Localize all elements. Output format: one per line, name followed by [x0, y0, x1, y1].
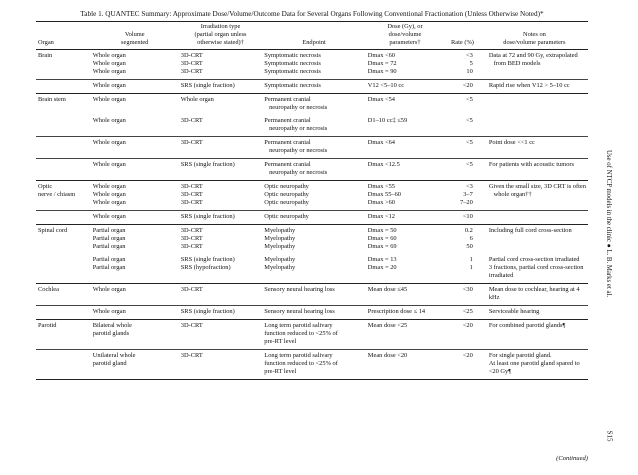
- cell-dose: [366, 320, 444, 350]
- cell-endpoint: [262, 306, 366, 320]
- cell-notes: [481, 225, 588, 255]
- header-notes: Notes on dose/volume parameters: [481, 22, 588, 50]
- cell-volume-line: parotid glands: [92, 330, 130, 337]
- table-row: [36, 211, 588, 225]
- cell-volume-line: Unilateral whole: [92, 352, 136, 359]
- cell-notes-line: For patients with acoustic tumors: [488, 161, 575, 168]
- cell-dose-line: Dmax <60: [367, 52, 396, 59]
- cell-rate-line: <20: [462, 352, 473, 359]
- cell-rate: [444, 350, 481, 380]
- cell-organ: [36, 115, 91, 137]
- cell-notes-line: irradiated: [488, 272, 514, 279]
- cell-endpoint-line: Permanent cranial: [264, 161, 311, 168]
- cell-rate-line: 7–20: [460, 199, 473, 206]
- cell-dose: [366, 306, 444, 320]
- cell-dose-line: Dmax 55–60: [367, 191, 401, 198]
- cell-volume-line: Whole organ: [92, 286, 126, 293]
- cell-dose: [366, 115, 444, 137]
- cell-notes: [481, 137, 588, 159]
- cell-irradiation: [179, 94, 263, 116]
- cell-rate-line: <3: [466, 52, 473, 59]
- cell-endpoint: [262, 320, 366, 350]
- cell-organ-line: Spinal cord: [38, 227, 68, 234]
- cell-irradiation: [179, 254, 263, 284]
- cell-endpoint-line: Long term parotid salivary: [264, 322, 333, 329]
- cell-dose: [366, 137, 444, 159]
- cell-volume-line: Partial organ: [92, 264, 126, 271]
- cell-dose-line: Dmax = 69: [367, 243, 397, 250]
- cell-irradiation-line: SRS (single fraction): [180, 161, 235, 168]
- cell-organ: [36, 306, 91, 320]
- cell-notes-line: from BED models: [488, 60, 541, 67]
- continued-label: (Continued): [556, 455, 588, 462]
- cell-volume: [91, 94, 179, 116]
- header-endpoint: Endpoint: [262, 22, 366, 50]
- cell-irradiation-line: SRS (single fraction): [180, 256, 235, 263]
- cell-rate-line: 0.2: [464, 227, 473, 234]
- cell-rate: [444, 159, 481, 181]
- cell-notes-line: At least one parotid gland spared to: [488, 360, 580, 367]
- cell-endpoint-line: Symptomatic necrosis: [264, 60, 321, 67]
- cell-dose-line: Dmax <54: [367, 96, 396, 103]
- cell-notes-line: whole organ††: [488, 191, 532, 198]
- cell-volume: [91, 225, 179, 255]
- cell-dose-line: Dmax = 50: [367, 227, 397, 234]
- cell-endpoint: [262, 254, 366, 284]
- cell-endpoint: [262, 137, 366, 159]
- cell-irradiation: [179, 115, 263, 137]
- cell-notes: [481, 94, 588, 116]
- cell-endpoint: [262, 94, 366, 116]
- cell-endpoint-line: Symptomatic necrosis: [264, 82, 321, 89]
- cell-volume-line: Whole organ: [92, 60, 126, 67]
- table-row: [36, 159, 588, 181]
- cell-endpoint-line: Myelopathy: [264, 264, 296, 271]
- header-dose: Dose (Gy), or dose/volume parameters†: [366, 22, 444, 50]
- cell-notes: [481, 50, 588, 80]
- cell-dose: [366, 284, 444, 306]
- cell-organ-line: Parotid: [38, 322, 57, 329]
- table-row: [36, 306, 588, 320]
- cell-endpoint-line: neuropathy or necrosis: [264, 147, 328, 154]
- cell-organ-line: Brain: [38, 52, 53, 59]
- cell-dose-line: Dmax = 72: [367, 60, 397, 67]
- cell-endpoint-line: Permanent cranial: [264, 117, 311, 124]
- cell-rate: [444, 225, 481, 255]
- cell-volume-line: Partial organ: [92, 256, 126, 263]
- cell-endpoint-line: function reduced to <25% of: [264, 360, 338, 367]
- cell-irradiation: [179, 137, 263, 159]
- cell-organ-line: Brain stem: [38, 96, 66, 103]
- cell-rate: [444, 80, 481, 94]
- cell-irradiation-line: 3D-CRT: [180, 117, 203, 124]
- table-row: [36, 350, 588, 380]
- cell-irradiation-line: 3D-CRT: [180, 68, 203, 75]
- table-row: [36, 80, 588, 94]
- table-row: [36, 137, 588, 159]
- cell-notes-line: Serviceable hearing: [488, 308, 540, 315]
- cell-rate-line: <30: [462, 286, 473, 293]
- cell-irradiation-line: 3D-CRT: [180, 286, 203, 293]
- cell-endpoint-line: neuropathy or necrosis: [264, 169, 328, 176]
- cell-notes: [481, 211, 588, 225]
- cell-notes: [481, 181, 588, 211]
- cell-notes: [481, 115, 588, 137]
- cell-rate: [444, 181, 481, 211]
- cell-irradiation-line: SRS (single fraction): [180, 213, 235, 220]
- cell-dose: [366, 225, 444, 255]
- cell-endpoint: [262, 115, 366, 137]
- cell-irradiation-line: 3D-CRT: [180, 243, 203, 250]
- cell-irradiation: [179, 320, 263, 350]
- cell-endpoint-line: Optic neuropathy: [264, 199, 309, 206]
- cell-rate: [444, 306, 481, 320]
- cell-notes-line: Including full cord cross-section: [488, 227, 572, 234]
- cell-volume: [91, 137, 179, 159]
- cell-volume-line: parotid gland: [92, 360, 127, 367]
- cell-dose: [366, 80, 444, 94]
- table-row: [36, 320, 588, 350]
- table-row: [36, 181, 588, 211]
- cell-volume-line: Whole organ: [92, 308, 126, 315]
- cell-irradiation-line: SRS (hypofraction): [180, 264, 231, 271]
- cell-notes: [481, 284, 588, 306]
- cell-rate: [444, 137, 481, 159]
- cell-endpoint-line: Sensory neural hearing loss: [264, 308, 335, 315]
- cell-organ: [36, 284, 91, 306]
- cell-volume-line: Whole organ: [92, 68, 126, 75]
- cell-rate: [444, 50, 481, 80]
- cell-endpoint-line: Permanent cranial: [264, 96, 311, 103]
- cell-endpoint-line: Myelopathy: [264, 243, 296, 250]
- table-caption: Table 1. QUANTEC Summary: Approximate Dose/Volume/Outcome Data for Several Organs Following Conventional Fractionation (Unless Otherwise Noted)*: [80, 10, 544, 18]
- table-header-row: [36, 22, 588, 50]
- cell-organ-line: nerve / chiasm: [38, 191, 76, 198]
- cell-volume: [91, 181, 179, 211]
- cell-irradiation: [179, 350, 263, 380]
- cell-irradiation-line: 3D-CRT: [180, 352, 203, 359]
- cell-endpoint-line: Optic neuropathy: [264, 183, 309, 190]
- cell-volume-line: Whole organ: [92, 139, 126, 146]
- cell-rate-line: <10: [462, 213, 473, 220]
- cell-irradiation: [179, 284, 263, 306]
- cell-rate-line: 1: [469, 264, 473, 271]
- cell-endpoint-line: Permanent cranial: [264, 139, 311, 146]
- page-number: S15: [605, 430, 614, 442]
- cell-dose: [366, 50, 444, 80]
- cell-volume: [91, 254, 179, 284]
- cell-volume-line: Whole organ: [92, 52, 126, 59]
- cell-volume: [91, 306, 179, 320]
- document-page: [36, 10, 588, 380]
- cell-notes-line: For combined parotid glands¶: [488, 322, 566, 329]
- cell-organ: [36, 181, 91, 211]
- cell-irradiation-line: 3D-CRT: [180, 139, 203, 146]
- cell-volume-line: Partial organ: [92, 227, 126, 234]
- quantec-table: [36, 21, 588, 380]
- cell-rate-line: <3: [466, 183, 473, 190]
- cell-dose-line: Dmax = 60: [367, 235, 397, 242]
- cell-notes-line: <20 Gy¶: [488, 368, 512, 375]
- cell-volume-line: Whole organ: [92, 117, 126, 124]
- cell-dose: [366, 181, 444, 211]
- cell-dose: [366, 211, 444, 225]
- cell-endpoint: [262, 80, 366, 94]
- cell-notes-line: 3 fractions, partial cord cross-section: [488, 264, 584, 271]
- cell-volume-line: Whole organ: [92, 82, 126, 89]
- cell-notes-line: Mean dose to cochlear, hearing at 4: [488, 286, 580, 293]
- cell-rate-line: <25: [462, 308, 473, 315]
- cell-endpoint-line: pre-RT level: [264, 338, 297, 345]
- cell-irradiation-line: Whole organ: [180, 96, 214, 103]
- cell-dose: [366, 159, 444, 181]
- cell-notes: [481, 306, 588, 320]
- cell-endpoint-line: Optic neuropathy: [264, 213, 309, 220]
- cell-notes: [481, 254, 588, 284]
- cell-dose-line: D1–10 cc‡ ≤59: [367, 117, 408, 124]
- cell-dose-line: Dmax >60: [367, 199, 396, 206]
- cell-organ: [36, 94, 91, 116]
- cell-irradiation-line: 3D-CRT: [180, 183, 203, 190]
- cell-rate: [444, 254, 481, 284]
- cell-notes-line: For single parotid gland.: [488, 352, 552, 359]
- cell-rate-line: <5: [466, 139, 473, 146]
- cell-notes: [481, 350, 588, 380]
- cell-organ: [36, 320, 91, 350]
- cell-dose-line: Dmax <12: [367, 213, 396, 220]
- cell-notes-line: Given the small size, 3D CRT is often: [488, 183, 586, 190]
- cell-rate-line: <20: [462, 82, 473, 89]
- cell-organ: [36, 211, 91, 225]
- cell-volume-line: Whole organ: [92, 199, 126, 206]
- cell-volume-line: Whole organ: [92, 161, 126, 168]
- cell-rate: [444, 115, 481, 137]
- cell-dose-line: Dmax = 90: [367, 68, 397, 75]
- cell-dose-line: V12 <5–10 cc: [367, 82, 405, 89]
- cell-endpoint-line: neuropathy or necrosis: [264, 104, 328, 111]
- cell-endpoint-line: Symptomatic necrosis: [264, 52, 321, 59]
- cell-dose-line: Mean dose <20: [367, 352, 408, 359]
- cell-endpoint-line: Optic neuropathy: [264, 191, 309, 198]
- cell-rate-line: <5: [466, 117, 473, 124]
- cell-volume-line: Whole organ: [92, 96, 126, 103]
- cell-volume: [91, 159, 179, 181]
- cell-endpoint-line: Myelopathy: [264, 235, 296, 242]
- cell-dose-line: Dmax = 13: [367, 256, 397, 263]
- cell-rate-line: 3–7: [463, 191, 473, 198]
- cell-irradiation-line: 3D-CRT: [180, 52, 203, 59]
- cell-endpoint-line: function reduced to <25% of: [264, 330, 338, 337]
- cell-irradiation-line: SRS (single fraction): [180, 82, 235, 89]
- table-row: [36, 254, 588, 284]
- cell-notes-line: Point dose <<1 cc: [488, 139, 535, 146]
- cell-volume: [91, 350, 179, 380]
- cell-volume: [91, 284, 179, 306]
- cell-notes: [481, 159, 588, 181]
- cell-organ: [36, 225, 91, 255]
- cell-rate-line: 5: [469, 60, 473, 67]
- cell-irradiation-line: SRS (single fraction): [180, 308, 235, 315]
- cell-notes: [481, 320, 588, 350]
- header-irradiation: Irradiation type (partial organ unless otherwise stated)†: [179, 22, 263, 50]
- cell-endpoint: [262, 181, 366, 211]
- cell-volume: [91, 80, 179, 94]
- cell-organ: [36, 50, 91, 80]
- cell-rate-line: <5: [466, 161, 473, 168]
- cell-irradiation: [179, 211, 263, 225]
- cell-notes-line: Rapid rise when V12 > 5–10 cc: [488, 82, 570, 89]
- cell-volume-line: Whole organ: [92, 213, 126, 220]
- cell-dose-line: Mean dose ≤45: [367, 286, 408, 293]
- running-head-text: Use of NTCP models in the clinic ● L. B. Marks et al.: [605, 150, 612, 298]
- cell-volume-line: Whole organ: [92, 183, 126, 190]
- table-row: [36, 225, 588, 255]
- header-volume: Volume segmented: [91, 22, 179, 50]
- cell-endpoint-line: Myelopathy: [264, 256, 296, 263]
- table-row: [36, 50, 588, 80]
- header-rate: Rate (%): [444, 22, 481, 50]
- cell-volume-line: Partial organ: [92, 243, 126, 250]
- cell-endpoint: [262, 50, 366, 80]
- cell-dose-line: Dmax <12.5: [367, 161, 400, 168]
- cell-irradiation: [179, 159, 263, 181]
- cell-rate: [444, 320, 481, 350]
- cell-volume: [91, 50, 179, 80]
- cell-volume: [91, 211, 179, 225]
- table-row: [36, 284, 588, 306]
- cell-rate-line: <5: [466, 96, 473, 103]
- cell-organ: [36, 159, 91, 181]
- cell-rate-line: 50: [466, 243, 473, 250]
- cell-notes-line: Data at 72 and 90 Gy, extrapolated: [488, 52, 578, 59]
- table-row: [36, 115, 588, 137]
- table-body: [36, 50, 588, 380]
- cell-rate: [444, 94, 481, 116]
- cell-irradiation-line: 3D-CRT: [180, 191, 203, 198]
- cell-organ-line: Optic: [38, 183, 53, 190]
- cell-notes: [481, 80, 588, 94]
- cell-irradiation: [179, 225, 263, 255]
- cell-rate-line: <20: [462, 322, 473, 329]
- cell-irradiation: [179, 80, 263, 94]
- table-row: [36, 94, 588, 116]
- cell-organ: [36, 137, 91, 159]
- cell-dose-line: Prescription dose ≤ 14: [367, 308, 426, 315]
- cell-endpoint-line: Long term parotid salivary: [264, 352, 333, 359]
- cell-volume: [91, 115, 179, 137]
- cell-dose-line: Dmax <55: [367, 183, 396, 190]
- cell-organ: [36, 80, 91, 94]
- cell-organ: [36, 254, 91, 284]
- cell-endpoint: [262, 159, 366, 181]
- cell-dose: [366, 350, 444, 380]
- cell-endpoint: [262, 225, 366, 255]
- cell-irradiation: [179, 181, 263, 211]
- cell-volume-line: Bilateral whole: [92, 322, 132, 329]
- cell-endpoint-line: Myelopathy: [264, 227, 296, 234]
- cell-endpoint-line: neuropathy or necrosis: [264, 125, 328, 132]
- cell-volume-line: Partial organ: [92, 235, 126, 242]
- cell-endpoint-line: pre-RT level: [264, 368, 297, 375]
- cell-volume: [91, 320, 179, 350]
- cell-endpoint: [262, 211, 366, 225]
- cell-irradiation-line: 3D-CRT: [180, 227, 203, 234]
- cell-irradiation-line: 3D-CRT: [180, 199, 203, 206]
- cell-dose-line: Mean dose <25: [367, 322, 408, 329]
- cell-endpoint: [262, 284, 366, 306]
- cell-irradiation-line: 3D-CRT: [180, 322, 203, 329]
- cell-endpoint-line: Symptomatic necrosis: [264, 68, 321, 75]
- cell-dose: [366, 254, 444, 284]
- cell-dose-line: Dmax = 20: [367, 264, 397, 271]
- cell-irradiation-line: 3D-CRT: [180, 60, 203, 67]
- cell-organ: [36, 350, 91, 380]
- header-organ: Organ: [36, 22, 91, 50]
- cell-rate: [444, 284, 481, 306]
- cell-rate-line: 10: [466, 68, 473, 75]
- cell-notes-line: Partial cord cross-section irradiated: [488, 256, 580, 263]
- cell-organ-line: Cochlea: [38, 286, 59, 293]
- cell-dose: [366, 94, 444, 116]
- running-head: [598, 150, 618, 320]
- cell-endpoint-line: Sensory neural hearing loss: [264, 286, 335, 293]
- cell-dose-line: Dmax <64: [367, 139, 396, 146]
- cell-irradiation: [179, 306, 263, 320]
- cell-rate-line: 1: [469, 256, 473, 263]
- cell-irradiation-line: 3D-CRT: [180, 235, 203, 242]
- cell-rate: [444, 211, 481, 225]
- cell-rate-line: 6: [469, 235, 473, 242]
- cell-notes-line: kHz: [488, 294, 500, 301]
- cell-volume-line: Whole organ: [92, 191, 126, 198]
- cell-endpoint: [262, 350, 366, 380]
- cell-irradiation: [179, 50, 263, 80]
